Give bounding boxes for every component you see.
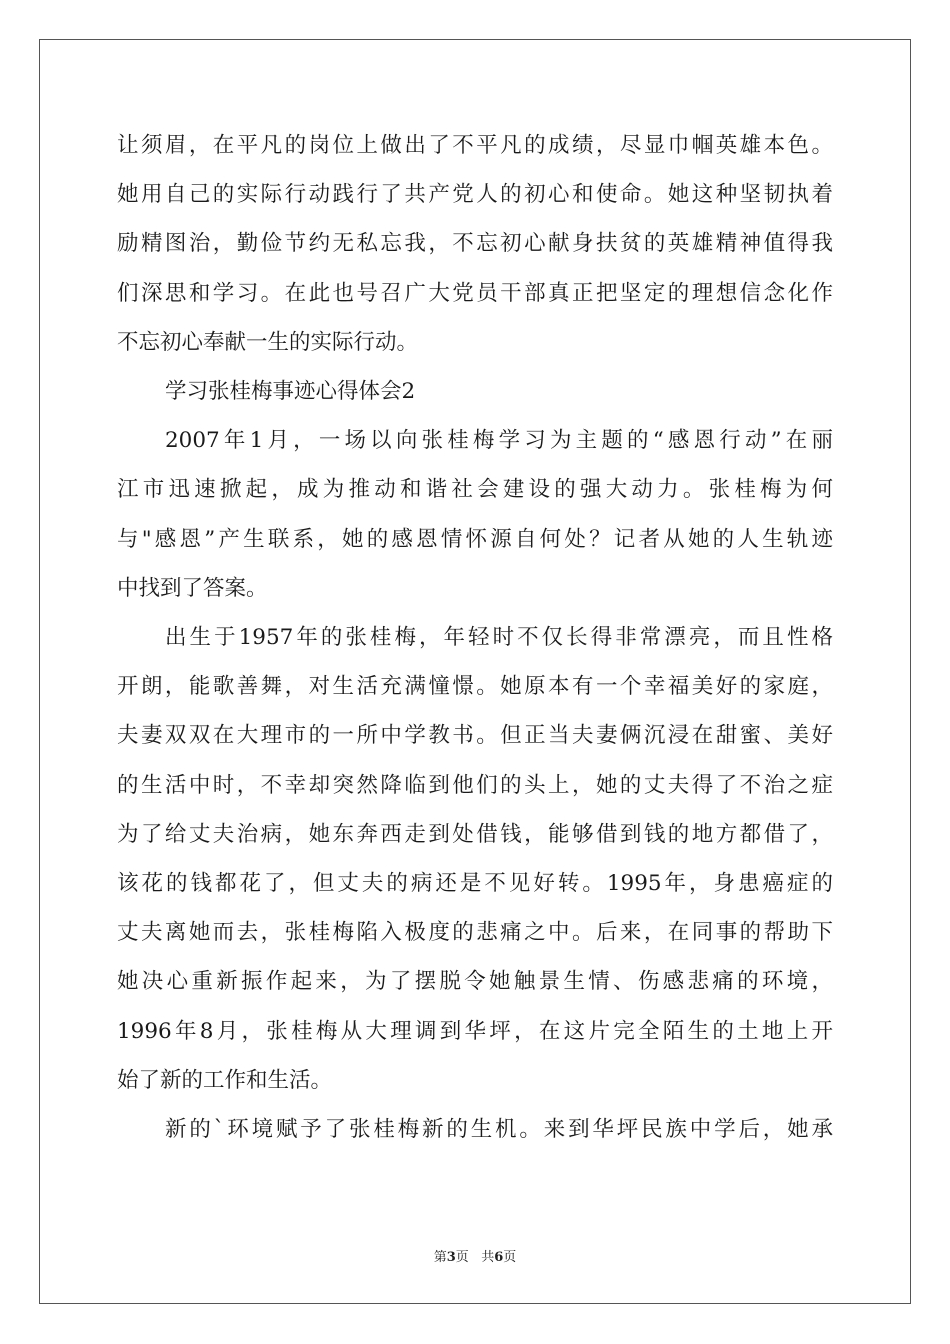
text-line: 励精图治，勤俭节约无私忘我，不忘初心献身扶贫的英雄精神值得我 <box>117 231 833 256</box>
text-line: 让须眉，在平凡的岗位上做出了不平凡的成绩，尽显巾帼英雄本色。 <box>117 133 833 158</box>
text-line: 2007年1月，一场以向张桂梅学习为主题的“感恩行动”在丽 <box>165 428 833 453</box>
text-line: 为了给丈夫治病，她东奔西走到处借钱，能够借到钱的地方都借了， <box>117 822 833 847</box>
text-line: 与"感恩”产生联系，她的感恩情怀源自何处？记者从她的人生轨迹 <box>117 527 833 552</box>
text-line: 新的`环境赋予了张桂梅新的生机。来到华坪民族中学后，她承 <box>165 1117 833 1142</box>
text-line: 学习张桂梅事迹心得体会2 <box>165 379 416 404</box>
text-line: 出生于1957年的张桂梅，年轻时不仅长得非常漂亮，而且性格 <box>165 625 833 650</box>
text-line: 1996年8月，张桂梅从大理调到华坪，在这片完全陌生的土地上开 <box>117 1019 833 1044</box>
page-footer <box>0 1246 950 1265</box>
footer-total-prefix: 共 <box>481 1250 495 1265</box>
footer-prefix: 第 <box>433 1250 447 1265</box>
footer-total-suffix: 页 <box>503 1250 517 1265</box>
text-line: 的生活中时，不幸却突然降临到他们的头上，她的丈夫得了不治之症 <box>117 773 833 798</box>
text-line: 她用自己的实际行动践行了共产党人的初心和使命。她这种坚韧执着 <box>117 182 833 207</box>
text-line: 开朗，能歌善舞，对生活充满憧憬。她原本有一个幸福美好的家庭， <box>117 674 833 699</box>
text-line: 始了新的工作和生活。 <box>117 1068 333 1093</box>
text-line: 夫妻双双在大理市的一所中学教书。但正当夫妻俩沉浸在甜蜜、美好 <box>117 723 833 748</box>
text-line: 她决心重新振作起来，为了摆脱令她触景生情、伤感悲痛的环境， <box>117 969 833 994</box>
text-line: 该花的钱都花了，但丈夫的病还是不见好转。1995年，身患癌症的 <box>117 871 833 896</box>
footer-page-suffix: 页 <box>455 1250 469 1265</box>
text-line: 中找到了答案。 <box>117 576 268 601</box>
text-line: 丈夫离她而去，张桂梅陷入极度的悲痛之中。后来，在同事的帮助下 <box>117 920 833 945</box>
text-line: 们深思和学习。在此也号召广大党员干部真正把坚定的理想信念化作 <box>117 281 833 306</box>
text-line: 江市迅速掀起，成为推动和谐社会建设的强大动力。张桂梅为何 <box>117 477 833 502</box>
text-line: 不忘初心奉献一生的实际行动。 <box>117 330 419 355</box>
total-pages-number: 6 <box>494 1250 504 1265</box>
current-page-number: 3 <box>446 1250 456 1265</box>
